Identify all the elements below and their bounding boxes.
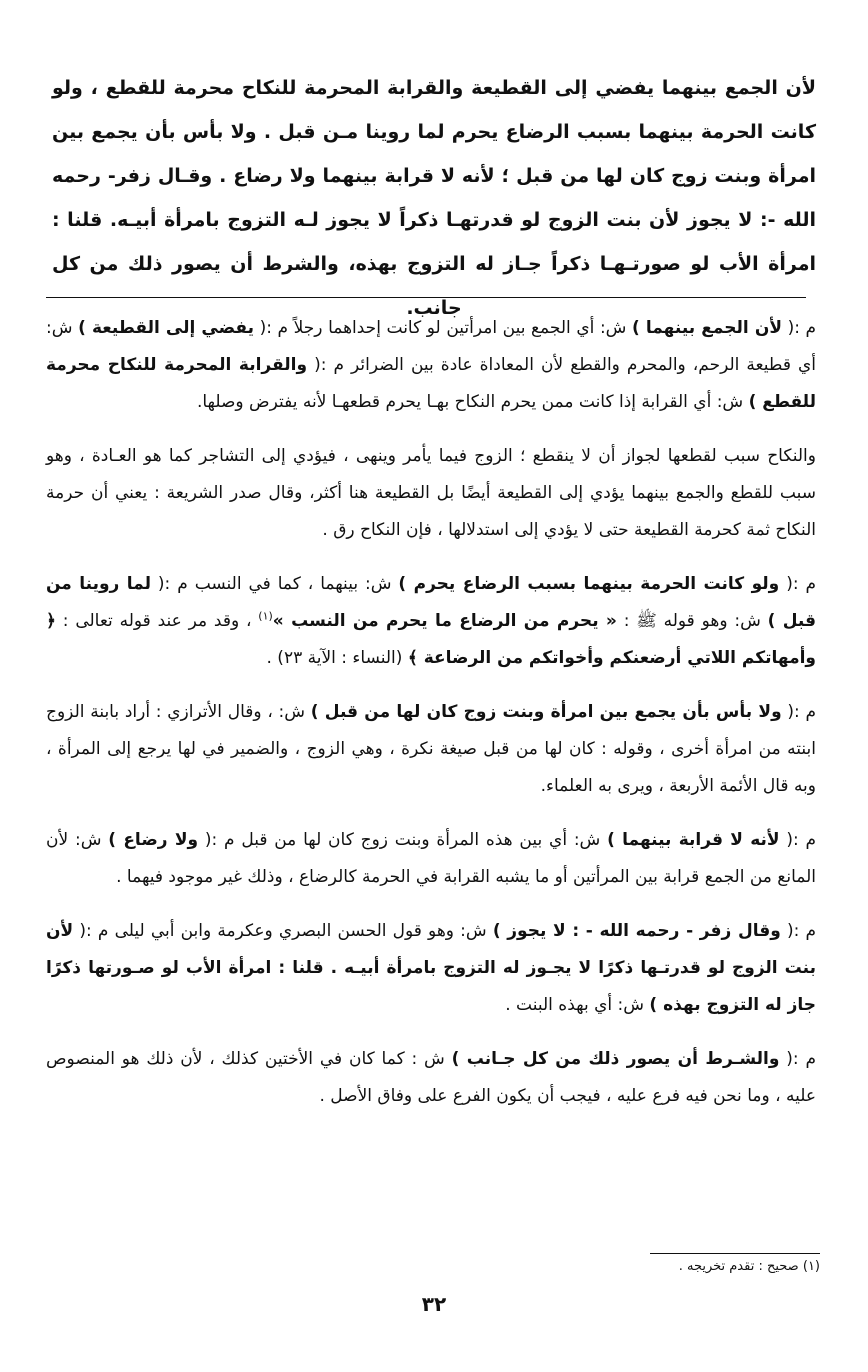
matn-marker: م :( xyxy=(787,318,817,338)
quoted-matn: ولا بأس بأن يجمع بين امرأة وبنت زوج كان لها من قبل ) xyxy=(310,702,782,722)
commentary xyxy=(46,310,816,1132)
matn-marker: م :( xyxy=(157,574,188,594)
matn-marker: م :( xyxy=(786,574,817,594)
commentary-paragraph-3 xyxy=(46,566,816,677)
matn-marker: م :( xyxy=(786,1049,816,1069)
matn-marker: م :( xyxy=(786,830,817,850)
matn-marker: م :( xyxy=(204,830,235,850)
explanation: ش: أي القرابة إذا كانت ممن يحرم النكاح بهـا يحرم قطعهـا لأنه يفترض وصلها. xyxy=(196,392,744,412)
matn-marker: م :( xyxy=(787,702,816,722)
quoted-matn: ولو كانت الحرمة بينهما بسبب الرضاع يحرم ) xyxy=(398,574,780,594)
quoted-matn: لأنه لا قرابة بينهما ) xyxy=(607,830,780,850)
explanation: ش : كما كان في الأختين كذلك ، لأن ذلك هو المنصوص عليه ، وما نحن فيه فرع عليه ، فيجب أن يكون الفرع على وفاق الأصل . xyxy=(46,1049,816,1106)
footnote-divider xyxy=(650,1253,820,1254)
commentary-paragraph-2 xyxy=(46,438,816,549)
quoted-matn: لأن الجمع بينهما ) xyxy=(632,318,782,338)
explanation: ش: لأن المانع من الجمع قرابة بين المرأتين أو ما يشبه القرابة في الحرمة كالرضاع ، وذلك غير موجود فيهما . xyxy=(46,830,816,887)
quoted-matn: لأن بنت الزوج لو قدرتـها ذكرًا لا يجـوز له التزوج بامرأة أبيـه . قلنا : امرأة الأب لو صـورتها ذكرًا جاز له التزوج بهذه ) xyxy=(46,921,816,1015)
matn-text: لأن الجمع بينهما يفضي إلى القطيعة والقرابة المحرمة للنكاح محرمة للقطع ، ولو كانت الحرمة بينهما بسبب الرضاع يحرم لما روينا مـن قبل . ولا بأس بأن يجمع بين امرأة وبنت زوج كان لها من قبل ؛ لأنه لا قرابة بينهما ولا رضاع . وقـال زفر- رحمه الله -: لا يجوز لأن بنت الزوج لو قدرتهـا ذكراً لا يجوز لـه التزوج بامرأة أبيـه. قلنا : امرأة الأب لو صورتـهـا ذكراً جـاز له التزوج بهذه، والشرط أن يصور ذلك من كل جانب. xyxy=(52,77,816,319)
footnote: (١) صحيح : تقدم تخريجه . xyxy=(678,1259,820,1274)
explanation: ش: أي قطيعة الرحم، والمحرم والقطع لأن المعاداة عادة بين الضرائر xyxy=(46,318,817,375)
commentary-paragraph-4 xyxy=(46,694,816,805)
explanation: ش: وهو قول الحسن البصري وعكرمة وابن أبي ليلى xyxy=(114,921,487,941)
quoted-matn: لما روينا من قبل ) xyxy=(46,574,816,631)
quoted-matn: وقال زفر - رحمه الله - : لا يجوز ) xyxy=(492,921,781,941)
explanation: ش: أي بهذه البنت . xyxy=(505,995,645,1015)
verse-citation: (النساء : الآية ٢٣) . xyxy=(266,648,403,668)
footnote-reference[interactable]: (١) xyxy=(258,609,273,623)
page-number: ٣٢ xyxy=(421,1292,447,1316)
quoted-matn: يفضي إلى القطيعة ) xyxy=(78,318,254,338)
section-divider xyxy=(46,297,806,298)
matn-marker: م :( xyxy=(314,355,344,375)
explanation: ش: ، وقال الأترازي : أراد بابنة الزوج ابنته من امرأة أخرى ، وقوله : كان لها من قبل صيغة نكرة ، وهي الزوج ، والضمير في لها يرجع إلى المرأة ، وبه قال الأئمة الأربعة ، ويرى به العلماء. xyxy=(46,702,816,796)
explanation: ش: بينهما ، كما في النسب xyxy=(194,574,392,594)
explanation: والنكاح سبب لقطعها لجواز أن لا ينقطع ؛ الزوج فيما يأمر وينهى ، فيؤدي إلى التشاجر كما هو العـادة ، وهو سبب للقطع والجمع بينهما يؤدي إلى القطيعة أيضًا بل القطيعة هنا أكثر، وقال صدر الشريعة : يعني أن حرمة النكاح ثمة كحرمة القطيعة حتى لا يؤدي إلى استدلالها ، فإن النكاح رق . xyxy=(46,446,816,540)
explanation: ، وقد مر عند قوله تعالى : xyxy=(62,611,252,631)
explanation: ش: أي بين هذه المرأة وبنت زوج كان لها من قبل xyxy=(241,830,601,850)
hadith-quote: « يحرم من الرضاع ما يحرم من النسب » xyxy=(272,611,617,631)
matn-marker: م :( xyxy=(259,318,289,338)
commentary-paragraph-7 xyxy=(46,1041,816,1115)
quoted-matn: والقرابة المحرمة للنكاح محرمة للقطع ) xyxy=(46,355,816,412)
explanation: ش: أي الجمع بين امرأتين لو كانت إحداهما رجلاً xyxy=(293,318,627,338)
commentary-paragraph-5 xyxy=(46,822,816,896)
explanation: ش: وهو قوله ﷺ : xyxy=(623,611,761,631)
commentary-paragraph-1 xyxy=(46,310,816,421)
quoted-matn: ولا رضاع ) xyxy=(108,830,199,850)
commentary-paragraph-6 xyxy=(46,913,816,1024)
quoted-matn: والشـرط أن يصور ذلك من كل جـانب ) xyxy=(451,1049,780,1069)
quran-verse: ﴿ وأمهاتكم اللاتي أرضعنكم وأخواتكم من الرضاعة ﴾ xyxy=(46,611,816,668)
matn-marker: م :( xyxy=(786,921,817,941)
matn-marker: م :( xyxy=(79,921,109,941)
